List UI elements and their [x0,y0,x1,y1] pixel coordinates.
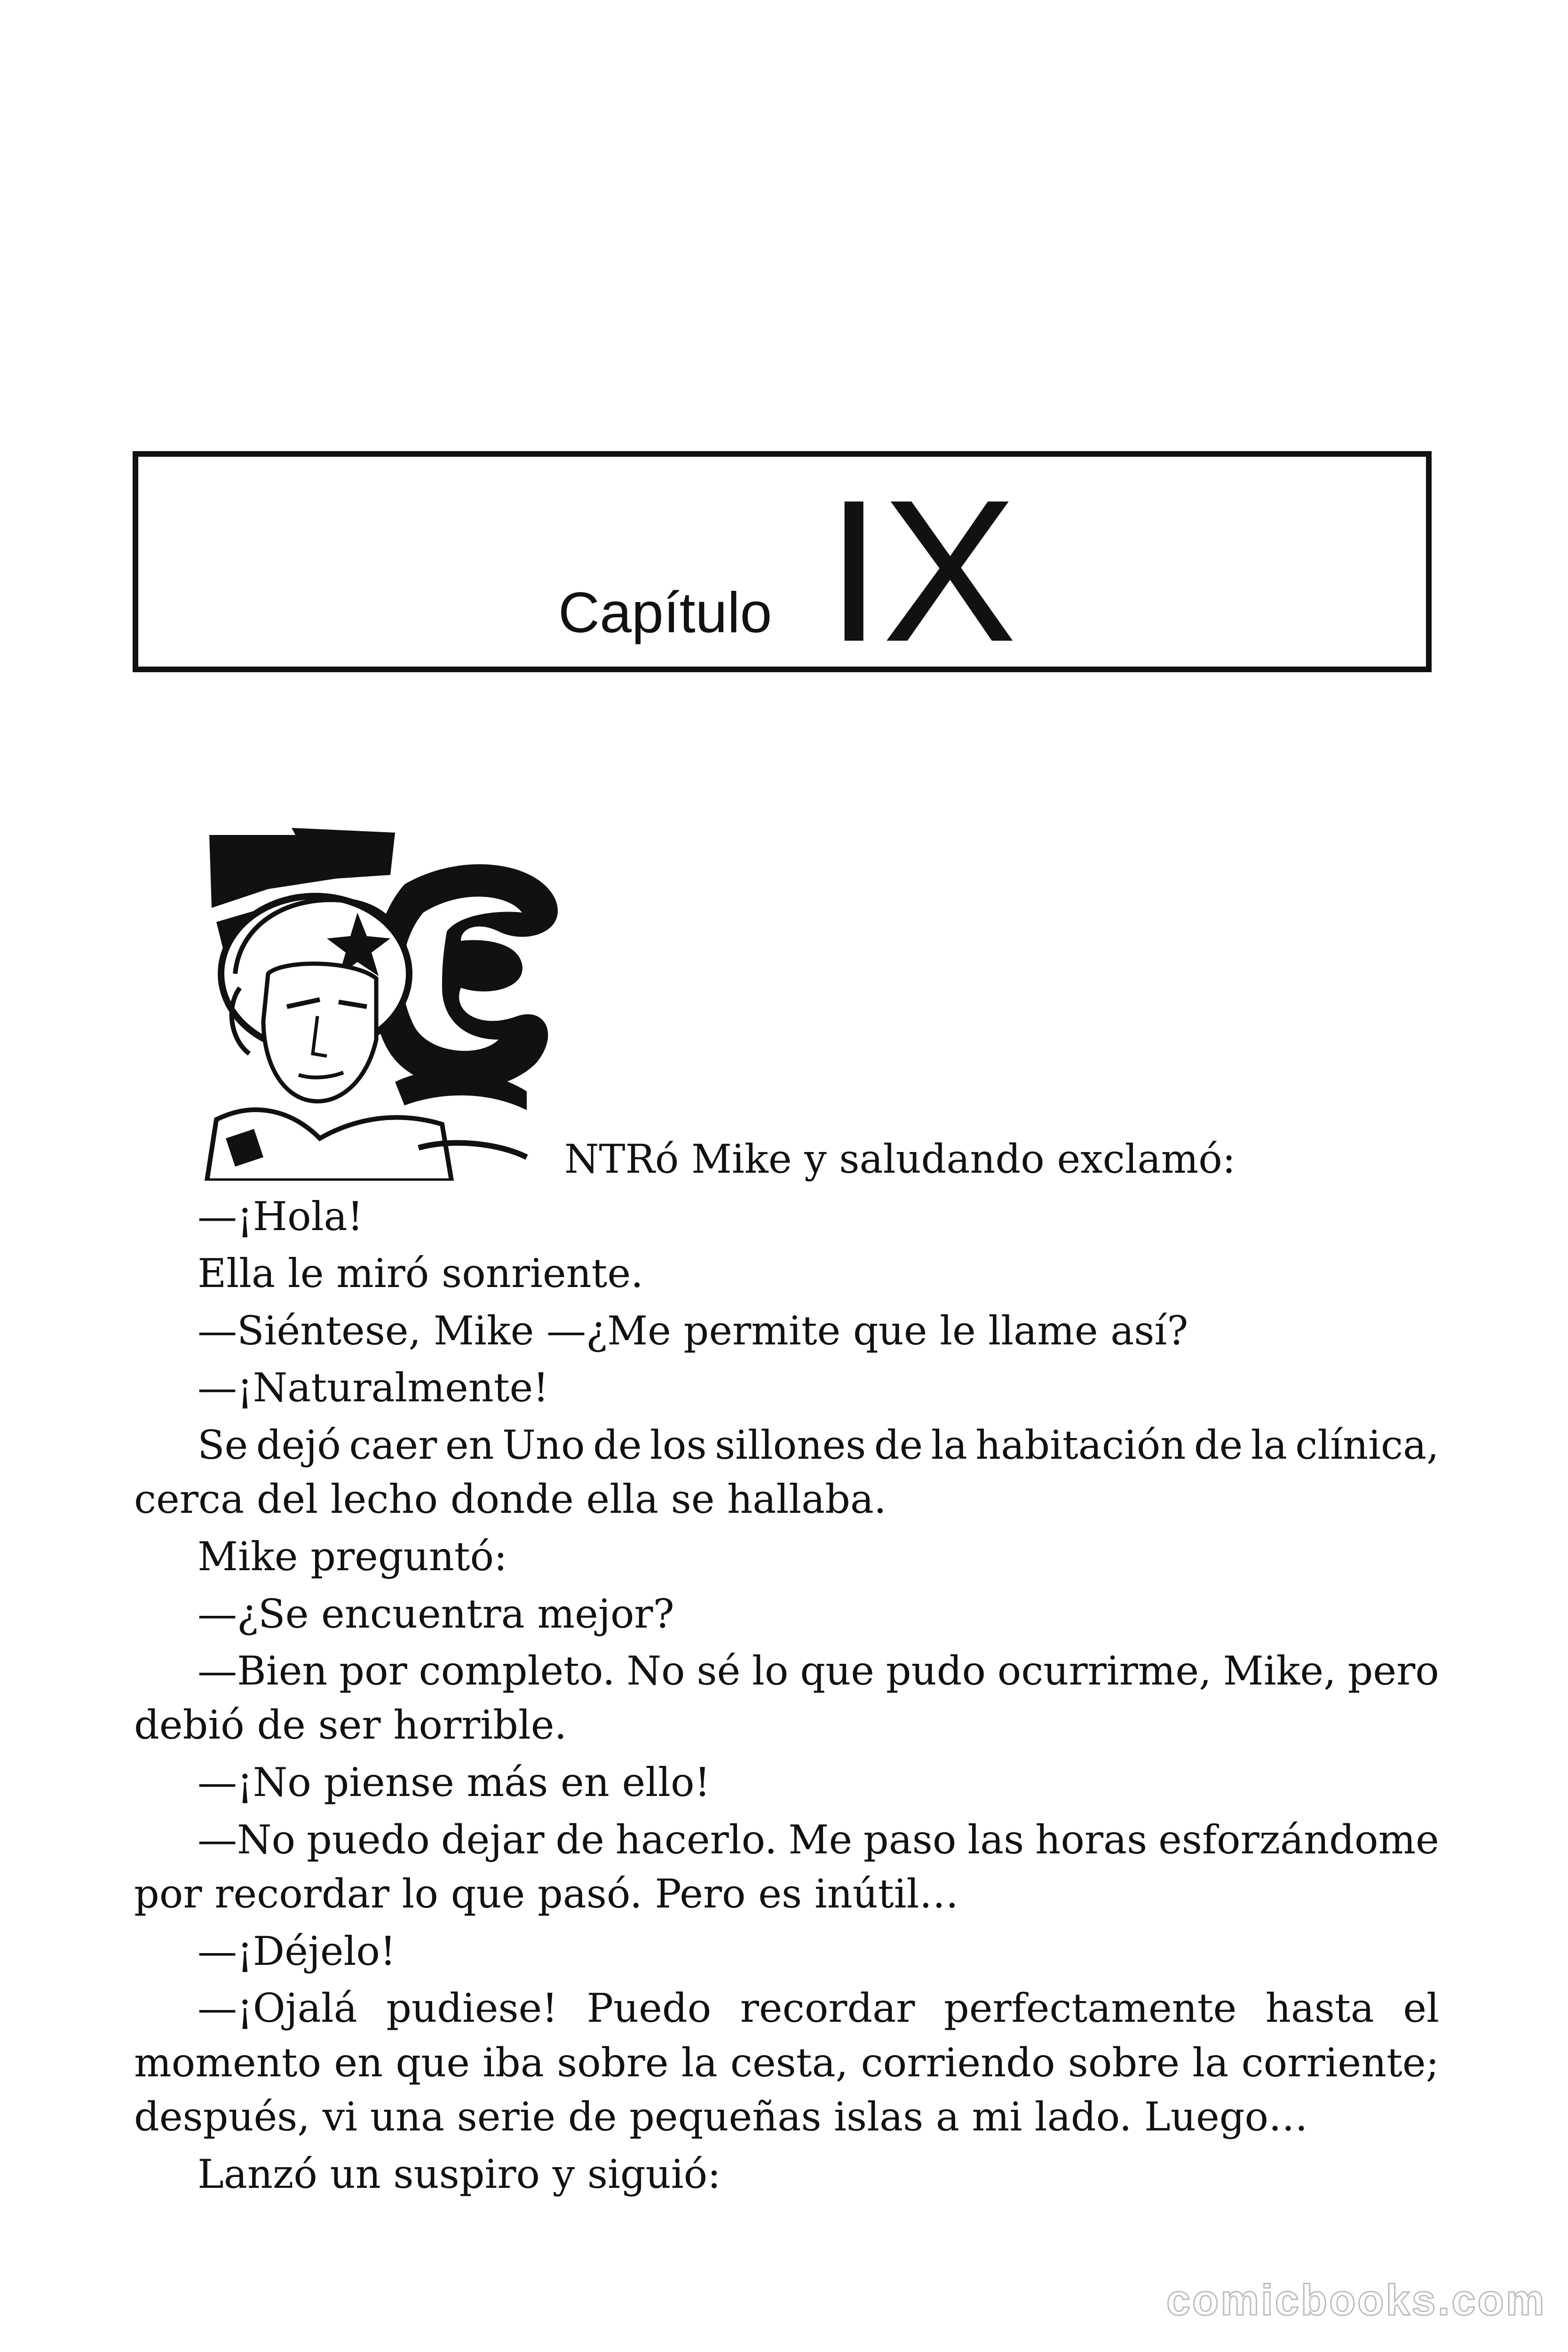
word: No [626,1648,685,1694]
paragraph-line-justified [198,1985,1439,2031]
word: completo. [419,1648,615,1694]
word: Uno [502,1422,585,1468]
word: la [681,2040,718,2086]
word: esforzándome [1158,1817,1439,1863]
chapter-number: IX [826,458,1017,684]
word: —No [198,1817,296,1863]
word: corriente; [1241,2040,1439,2086]
word: la [931,1422,967,1468]
paragraph-line: —¡Naturalmente! [198,1365,549,1411]
paragraph-line: cerca del lecho donde ella se hallaba. [134,1476,887,1522]
word: sé [697,1648,741,1694]
word: iba [483,2040,544,2086]
word: hasta [1265,1985,1374,2031]
word: las [967,1817,1024,1863]
paragraph-line: por recordar lo que pasó. Pero es inútil… [134,1871,959,1917]
paragraph-line: Lanzó un suspiro y siguió: [198,2151,721,2197]
word: la [1192,2040,1229,2086]
word: los [650,1422,707,1468]
paragraph-line-justified [198,1817,1439,1863]
paragraph-line: —¡Déjelo! [198,1928,396,1974]
watermark-text: comicbooks.com [1166,2276,1546,2324]
word: hacerlo. [615,1817,777,1863]
word: corriendo [861,2040,1055,2086]
paragraph-line: NTRó Mike y saludando exclamó: [564,1136,1236,1182]
word: Mike, [1223,1648,1336,1694]
word: pero [1347,1648,1439,1694]
word: de [593,1422,642,1468]
word: de [874,1422,923,1468]
word: que [800,1648,874,1694]
word: caer [349,1422,437,1468]
word: momento [134,2040,322,2086]
word: sobre [1068,2040,1180,2086]
chapter-word: Capítulo [558,580,772,644]
word: sobre [557,2040,669,2086]
word: la [1251,1422,1287,1468]
word: —Bien [198,1648,328,1694]
paragraph-line: Mike preguntó: [198,1534,507,1580]
paragraph-line: —Siéntese, Mike —¿Me permite que le llame así? [198,1308,1188,1354]
word: el [1403,1985,1439,2031]
word: ocurrirme, [997,1648,1212,1694]
word: dejar [441,1817,545,1863]
paragraph-line: Ella le miró sonriente. [198,1250,643,1296]
paragraph-line-justified [134,2040,1439,2086]
word: horas [1035,1817,1148,1863]
paragraph-line: —¡No piense más en ello! [198,1759,711,1805]
paragraph-line: —¡Hola! [198,1193,364,1240]
word: cesta, [730,2040,848,2086]
paragraph-line-justified [198,1422,1439,1468]
word: Se [198,1422,248,1468]
word: dejó [256,1422,341,1468]
paragraph-line: —¿Se encuentra mejor? [198,1591,674,1637]
word: de [1194,1422,1243,1468]
word: paso [863,1817,957,1863]
word: Me [788,1817,853,1863]
word: en [334,2040,383,2086]
chapter-heading-box [133,451,1432,684]
dropcap-illustration-icon [198,818,562,1181]
word: sillones [715,1422,866,1468]
word: Puedo [586,1985,712,2031]
word: recordar [740,1985,915,2031]
word: en [445,1422,494,1468]
paragraph-line-justified [198,1648,1439,1694]
word: lo [752,1648,789,1694]
word: —¡Ojalá [198,1985,357,2031]
word: que [396,2040,470,2086]
word: de [555,1817,604,1863]
paragraph-line: debió de ser horrible. [134,1702,567,1748]
word: por [339,1648,407,1694]
word: habitación [975,1422,1186,1468]
word: clínica, [1295,1422,1439,1468]
word: pudiese! [386,1985,558,2031]
word: pudo [886,1648,986,1694]
paragraph-line: después, vi una serie de pequeñas islas a mi lado. Luego… [134,2094,1308,2140]
word: puedo [306,1817,430,1863]
word: perfectamente [943,1985,1237,2031]
